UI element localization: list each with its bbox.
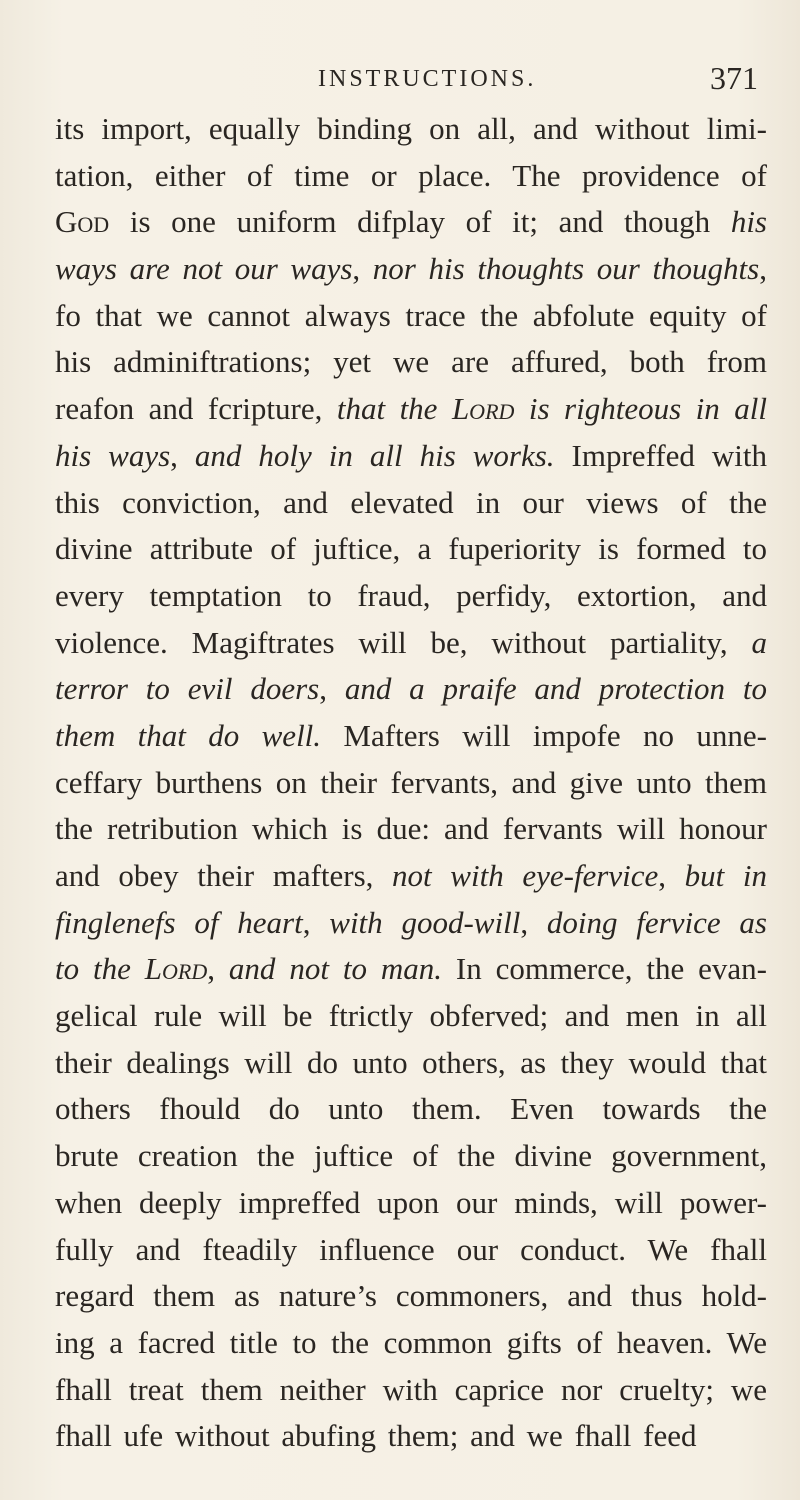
text-line (55, 153, 767, 200)
italic-run: a (751, 624, 767, 660)
italic-run: ways are not our ways (55, 251, 353, 287)
text-line (55, 900, 767, 947)
italic-run: Lord (144, 951, 208, 987)
text-line (55, 433, 767, 480)
text-line (55, 806, 767, 853)
text-run: their dealings will do unto others, as they would that (55, 1044, 767, 1080)
text-run: , (170, 437, 195, 473)
italic-run: Lord (451, 391, 515, 427)
text-line (55, 666, 767, 713)
text-line (55, 1227, 767, 1274)
text-run: , (319, 671, 345, 707)
text-run: fhall treat them neither with caprice nor cruelty; we (55, 1371, 767, 1407)
text-run: brute creation the juftice of the divine government, (55, 1138, 767, 1174)
running-head (0, 60, 800, 100)
italic-run: and holy in all his works. (194, 437, 555, 473)
italic-run: but in (684, 858, 767, 893)
italic-run: not with eye-fervice (392, 858, 659, 893)
text-run: this conviction, and elevated in our views of the (55, 484, 767, 520)
text-run: In commerce, the evan- (442, 951, 767, 987)
text-line (55, 1413, 767, 1460)
text-run: fhall ufe without abufing them; and we fhall feed (55, 1418, 697, 1454)
text-run: , (302, 904, 330, 940)
text-line (55, 620, 767, 667)
text-line (55, 573, 767, 620)
text-run: , (759, 251, 767, 287)
text-run: ceffary burthens on their fervants, and give unto them (55, 764, 767, 800)
italic-run: his (730, 204, 767, 240)
italic-run: and a praife and protection to (344, 671, 768, 707)
italic-run: with good-will (329, 904, 521, 940)
text-line (55, 1086, 767, 1133)
italic-run: and not to man. (228, 951, 442, 987)
text-run: reafon and fcripture, (55, 391, 337, 427)
text-line (55, 199, 767, 246)
italic-run: to the (55, 951, 145, 987)
text-line (55, 386, 767, 433)
text-line (55, 1320, 767, 1367)
text-run: gelical rule will be ftrictly obferved; and men in all (55, 998, 767, 1034)
text-line (55, 339, 767, 386)
text-line (55, 1133, 767, 1180)
text-run: the retribution which is due: and fervants will honour (55, 811, 767, 847)
small-caps-run: God (55, 204, 110, 240)
text-run: Mafters will impofe no unne- (321, 717, 767, 753)
text-line (55, 946, 767, 993)
text-line (55, 106, 767, 153)
text-run: others fhould do unto them. Even towards the (55, 1091, 767, 1127)
text-line (55, 293, 767, 340)
body-text (55, 106, 767, 1460)
text-run: regard them as nature’s commoners, and thus hold- (55, 1278, 767, 1314)
italic-run: them that do well. (55, 717, 322, 753)
text-line (55, 1367, 767, 1414)
text-run: his adminiftrations; yet we are affured, both from (55, 344, 767, 380)
italic-run: that the (336, 391, 452, 427)
text-line (55, 246, 767, 293)
italic-run: nor his thoughts our thoughts (372, 251, 760, 287)
text-run: , (658, 858, 685, 893)
text-run: , (520, 904, 547, 940)
italic-run: doing fervice as (546, 904, 767, 940)
text-line (55, 480, 767, 527)
text-run: tation, either of time or place. The providence of (55, 157, 767, 193)
text-run: its import, equally binding on all, and without limi- (55, 111, 767, 146)
text-run: fo that we cannot always trace the abfolute equity of (55, 297, 767, 333)
italic-run: finglenefs of heart (55, 904, 303, 940)
text-run: when deeply impreffed upon our minds, will power- (55, 1184, 767, 1220)
text-line (55, 1180, 767, 1227)
italic-run: his ways (55, 437, 171, 473)
text-line (55, 993, 767, 1040)
text-run: ing a facred title to the common gifts of heaven. We (55, 1324, 767, 1360)
text-line (55, 1040, 767, 1087)
text-run: every temptation to fraud, perfidy, extortion, and (55, 577, 767, 613)
text-line (55, 1273, 767, 1320)
text-run: Impreffed with (554, 437, 768, 473)
text-run: fully and fteadily influence our conduct. We fhall (55, 1231, 767, 1267)
text-run: divine attribute of juftice, a fuperiority is formed to (55, 531, 767, 567)
text-run: , (207, 951, 229, 987)
italic-run: terror to evil doers (55, 671, 320, 707)
text-run: is one uniform difplay of it; and though (109, 204, 731, 240)
text-line (55, 853, 767, 900)
text-line (55, 526, 767, 573)
text-line (55, 713, 767, 760)
text-line (55, 760, 767, 807)
text-run: and obey their mafters, (55, 858, 393, 893)
text-run: , (352, 251, 373, 287)
text-run: violence. Magiftrates will be, without partiality, (55, 624, 752, 660)
italic-run: is righteous in all (514, 391, 767, 427)
running-title: INSTRUCTIONS. (318, 66, 537, 92)
page-number: 371 (710, 60, 758, 96)
